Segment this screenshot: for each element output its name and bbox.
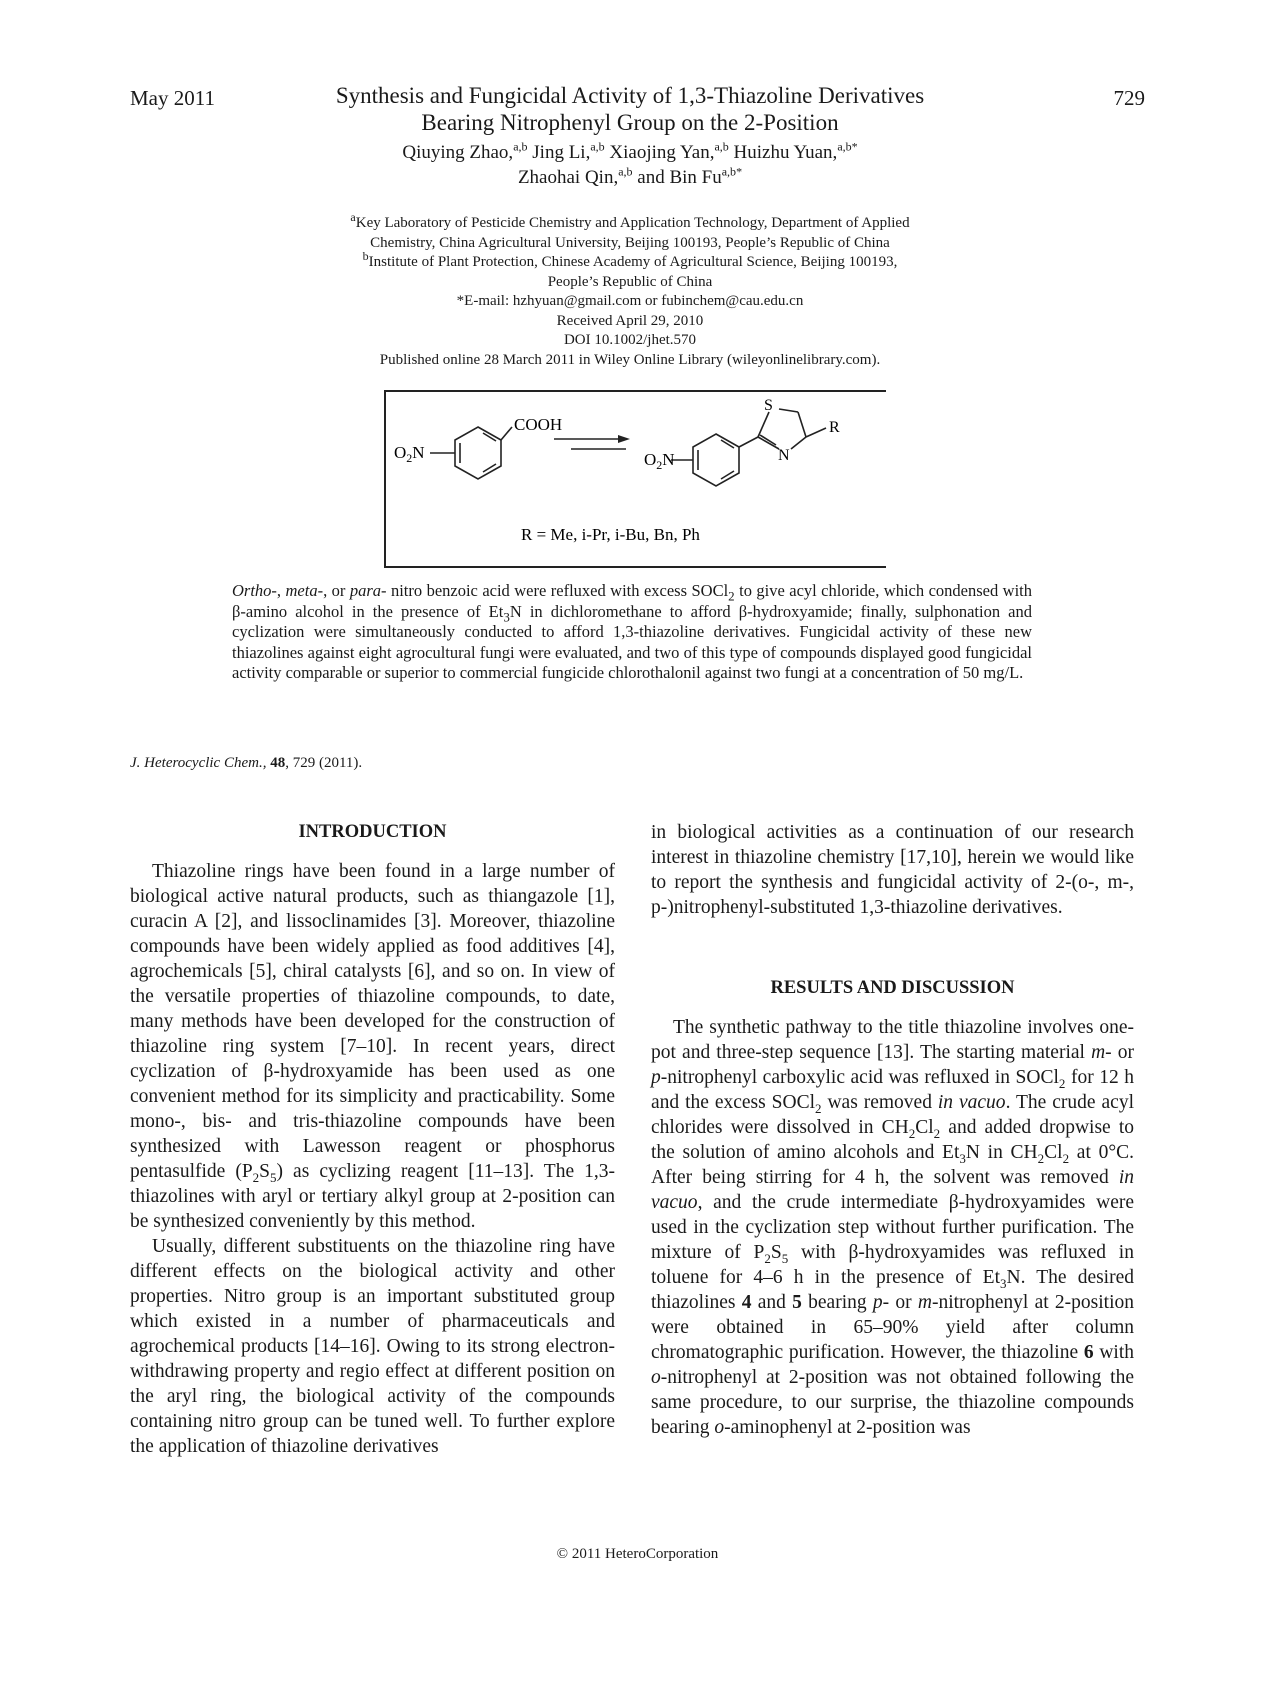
affil-b-line-2: People’s Republic of China [547, 273, 713, 290]
nitro-left-label: $O_2N$ [394, 443, 425, 465]
ortho-word: Ortho- [232, 581, 277, 600]
cooh-label: COOH [514, 415, 563, 434]
affil-sup: a,b [513, 139, 528, 154]
affil-sup-star: a,b* [721, 164, 743, 179]
meta-word: meta- [285, 581, 324, 600]
journal-pages: , 729 (2011). [285, 755, 363, 771]
author-yuan: Huizhu Yuan, [733, 142, 838, 163]
affil-sup: a,b [714, 139, 729, 154]
affil-sup-star: a,b* [837, 139, 858, 154]
intro-heading: INTRODUCTION [298, 822, 447, 842]
page-number: 729 [1113, 86, 1145, 110]
thiazoline-ring [758, 409, 826, 449]
author-qin: Zhaohai Qin, [517, 167, 619, 188]
graphical-abstract-box [384, 390, 886, 568]
abstract-part: to give acyl chloride, which condensed with β-amino alcohol in the presence of Et [232, 581, 1032, 621]
paper-title [280, 82, 980, 136]
abstract: Ortho-, meta-, or para- nitro benzoic acid were refluxed with excess SOCl$_2$ to give acyl chloride, which condensed with β-amino alcohol in the presence of $Et_3N$ in dichloromethane to afford β-hydroxyamide; finally, sulphonation and cyclization were simultaneously conducted to afford 1,3-thiazoline derivatives. Fungicidal activity of these new thiazolines against eight agrocultural fungi were evaluated, and two of this type of compounds displayed good fungicidal activity comparable or superior to commercial fungicide chlorothalonil against two fungi at a concentration of 50 mg/L. [232, 581, 1032, 682]
sub: 3 [503, 608, 510, 624]
nitrogen-label: N [778, 447, 790, 464]
left-column [130, 820, 615, 1459]
author-li: Jing Li, [532, 142, 591, 163]
benzene-ring-left [430, 427, 512, 479]
reaction-arrow [554, 435, 630, 449]
affil-a-sup: a [350, 210, 356, 224]
author-line-2 [280, 165, 980, 190]
affil-sup: a,b [590, 139, 605, 154]
affil-sup: a,b [618, 164, 633, 179]
results-paragraph-1: The synthetic pathway to the title thiazoline involves one-pot and three-step sequence [13]. The starting material m- or p-nitrophenyl carboxylic acid was refluxed in SOCl$_2$ for 12 h and the excess SOCl$_2$ was removed in vacuo. The crude acyl chlorides were dissolved in $CH_2Cl_2$ and added dropwise to the solution of amino alcohols and $Et_3N$ in $CH_2Cl_2$ at 0°C. After being stirring for 4 h, the solvent was removed in vacuo, and the crude intermediate β-hydroxyamides were used in the cyclization step without further purification. The mixture of $P_2S_5$ with β-hydroxyamides was refluxed in toluene for 4–6 h in the presence of $Et_3N$. The desired thiazolines 4 and 5 bearing p- or m-nitrophenyl at 2-position were obtained in 65–90% yield after column chromatographic purification. However, the thiazoline 6 with o-nitrophenyl at 2-position was not obtained following the same procedure, to our surprise, the thiazoline compounds bearing o-aminophenyl at 2-position was [651, 1017, 1135, 1438]
author-line-1 [280, 140, 980, 165]
title-line-2: Bearing Nitrophenyl Group on the 2-Position [421, 110, 839, 135]
benzene-ring-right [671, 434, 758, 486]
sulfur-label: S [764, 397, 773, 414]
results-heading: RESULTS AND DISCUSSION [770, 978, 1015, 998]
title-line-1: Synthesis and Fungicidal Activity of 1,3-Thiazoline Derivatives [335, 83, 925, 108]
author-list [280, 140, 980, 190]
author-yan: Xiaojing Yan, [609, 142, 715, 163]
intro-paragraph-1: Thiazoline rings have been found in a large number of biological active natural products, such as thiangazole [1], curacin A [2], and lissoclinamides [3]. Moreover, thiazoline compounds have been widely applied as food additives [4], agrochemicals [5], chiral catalysts [6], and so on. In view of the versatile properties of thiazoline compounds, to date, many methods have been developed for the construction of thiazoline ring system [7–10]. In recent years, direct cyclization of β-hydroxyamide has been used as one convenient method for its simplicity and practicability. Some mono-, bis- and tris-thiazoline compounds have been synthesized with Lawesson reagent or phosphorus pentasulfide $(P_2S_5)$ as cyclizing reagent [11–13]. The 1,3-thiazolines with aryl or tertiary alkyl group at 2-position can be synthesized conveniently by this method. [130, 861, 615, 1232]
affil-a-line-2: Chemistry, China Agricultural University, Beijing 100193, People’s Republic of China [370, 234, 890, 251]
affil-b-line-1: $^b$Institute of Plant Protection, Chinese Academy of Agricultural Science, Beijing 100193, [362, 249, 898, 270]
abstract-part: N in dichloromethane to afford β-hydroxyamide; finally, sulphonation and cyclization were simultaneously conducted to afford 1,3-thiazoline derivatives. Fungicidal activity of these new thiazolines against eight agrocultural fungi were evaluated, and two of this type of compounds displayed good fungicidal activity comparable or superior to commercial fungicide chlorothalonil against two fungi at a concentration of 50 mg/L. [232, 601, 1032, 682]
right-column [651, 820, 1134, 1440]
abstract-part: nitro benzoic acid were refluxed with excess SOCl [390, 581, 729, 600]
para-word: para- [349, 581, 387, 600]
reaction-scheme [386, 392, 886, 566]
issue-date: May 2011 [130, 86, 215, 110]
copyright-footer: © 2011 HeteroCorporation [556, 1546, 719, 1562]
journal-name: J. Heterocyclic Chem., [130, 755, 267, 771]
sub: 2 [728, 588, 735, 604]
email-line: *E-mail: hzhyuan@gmail.com or fubinchem@cau.edu.cn [456, 293, 804, 309]
published-line: Published online 28 March 2011 in Wiley Online Library (wileyonlinelibrary.com). [379, 351, 881, 368]
r-definition: R = Me, i-Pr, i-Bu, Bn, Ph [521, 525, 700, 544]
author-zhao: Qiuying Zhao, [402, 142, 514, 163]
journal-volume: 48 [270, 755, 286, 771]
r-group-label: R [829, 419, 840, 436]
affiliations [290, 210, 970, 370]
intro-paragraph-3: in biological activities as a continuation of our research interest in thiazoline chemistry [17,10], herein we would like to report the synthesis and fungicidal activity of 2-(o-, m-, p-)nitrophenyl-substituted 1,3-thiazoline derivatives. [651, 822, 1134, 918]
received-date: Received April 29, 2010 [556, 312, 704, 329]
nitro-right-label: $O_2N$ [644, 450, 675, 472]
affil-a-line-1: $^a$Key Laboratory of Pesticide Chemistry and Application Technology, Department of Applied [350, 210, 910, 231]
affil-b-sup: b [362, 249, 369, 263]
intro-paragraph-2: Usually, different substituents on the thiazoline ring have different effects on the biological activity and other properties. Nitro group is an important substituted group which existed in a number of pharmaceuticals and agrochemical products [14–16]. Owing to its strong electron-withdrawing property and regio effect at different position on the aryl ring, the biological activity of the compounds containing nitro group can be tuned well. To further explore the application of thiazoline derivatives [130, 1236, 615, 1457]
author-fu: and Bin Fu [637, 167, 722, 188]
doi-line: DOI 10.1002/jhet.570 [563, 332, 697, 348]
journal-citation [130, 755, 362, 772]
